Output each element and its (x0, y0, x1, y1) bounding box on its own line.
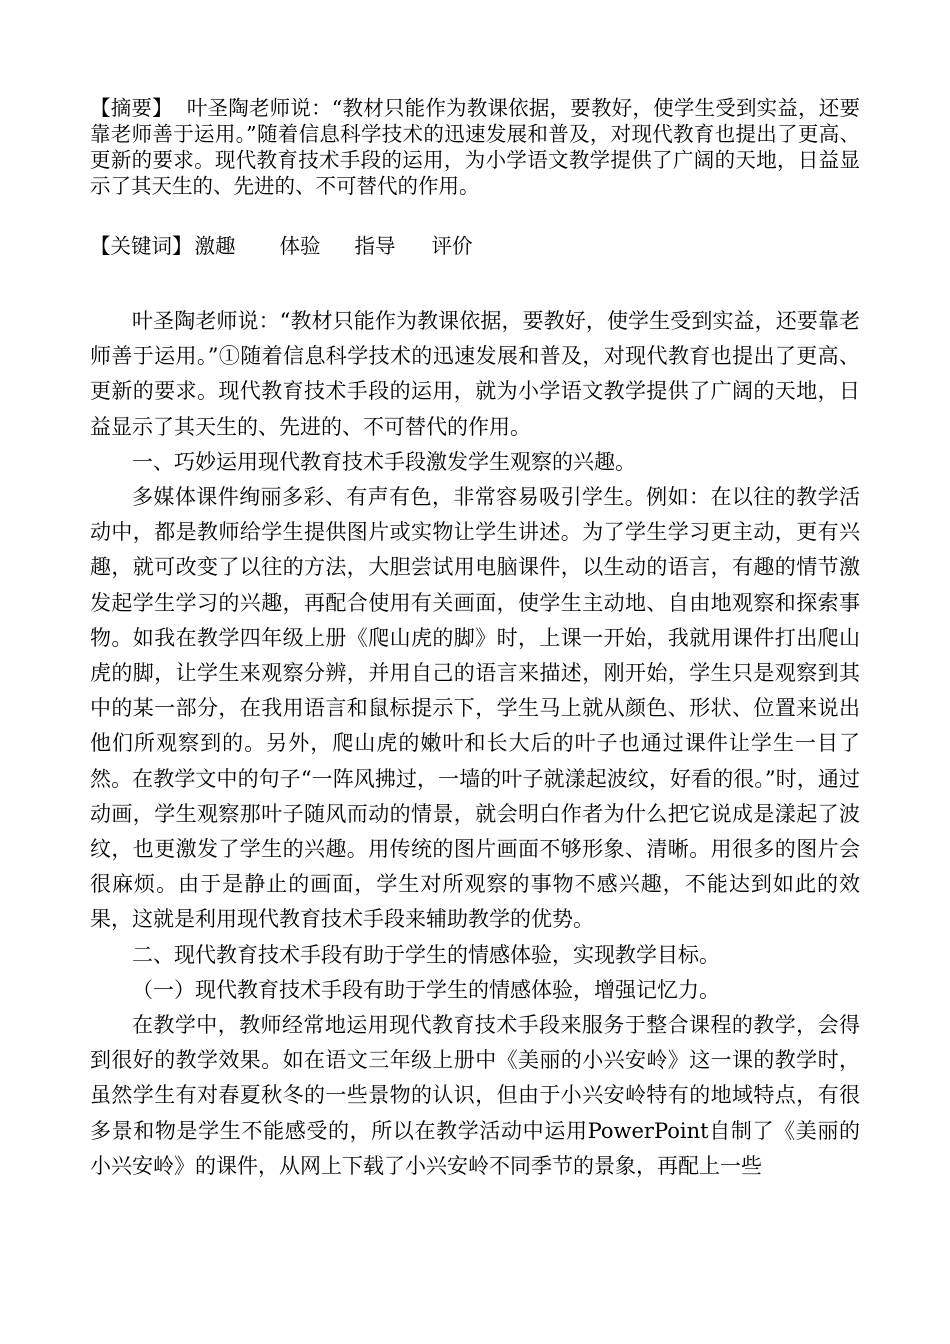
abstract-label: 【摘要】 (90, 96, 173, 120)
keywords-section (90, 232, 860, 260)
body-text (90, 304, 860, 1184)
keyword-item: 指导 (354, 234, 396, 258)
keyword-item: 激趣 (194, 234, 236, 258)
keyword-item: 体验 (279, 234, 321, 258)
abstract-section (90, 95, 860, 199)
section-heading: 一、巧妙运用现代教育技术手段激发学生观察的兴趣。 (132, 449, 636, 474)
subsection-heading: （一）现代教育技术手段有助于学生的情感体验，增强记忆力。 (132, 977, 720, 1002)
body-paragraph: 在教学中，教师经常地运用现代教育技术手段来服务于整合课程的教学，会得到很好的教学效果。如在语文三年级上册中《美丽的小兴安岭》这一课的教学时，虽然学生有对春夏秋冬的一些景物的认识，但由于小兴安岭特有的地域特点，有很多景和物是学生不能感受的，所以在教学活动中运用PowerPoint自制了《美丽的小兴安岭》的课件，从网上下载了小兴安岭不同季节的景象，再配上一些 (90, 1013, 860, 1178)
body-paragraph: 叶圣陶老师说：“教材只能作为教课依据，要教好，使学生受到实益，还要靠老师善于运用。”①随着信息科学技术的迅速发展和普及，对现代教育也提出了更高、更新的要求。现代教育技术手段的运用，就为小学语文教学提供了广阔的天地，日益显示了其天生的、先进的、不可替代的作用。 (90, 309, 860, 439)
keywords-label: 【关键词】 (90, 234, 193, 258)
keyword-item: 评价 (431, 234, 473, 258)
abstract-text: 叶圣陶老师说：“教材只能作为教课依据，要教好，使学生受到实益，还要靠老师善于运用。”随着信息科学技术的迅速发展和普及，对现代教育也提出了更高、更新的要求。现代教育技术手段的运用，为小学语文教学提供了广阔的天地，日益显示了其天生的、先进的、不可替代的作用。 (90, 96, 861, 198)
section-heading: 二、现代教育技术手段有助于学生的情感体验，实现教学目标。 (132, 942, 720, 967)
body-paragraph: 多媒体课件绚丽多彩、有声有色，非常容易吸引学生。例如：在以往的教学活动中，都是教师给学生提供图片或实物让学生讲述。为了学生学习更主动，更有兴趣，就可改变了以往的方法，大胆尝试用电脑课件，以生动的语言，有趣的情节激发起学生学习的兴趣，再配合使用有关画面，使学生主动地、自由地观察和探索事物。如我在教学四年级上册《爬山虎的脚》时，上课一开始，我就用课件打出爬山虎的脚，让学生来观察分辨，并用自己的语言来描述，刚开始，学生只是观察到其中的某一部分，在我用语言和鼠标提示下，学生马上就从颜色、形状、位置来说出他们所观察到的。另外，爬山虎的嫩叶和长大后的叶子也通过课件让学生一目了然。在教学文中的句子“一阵风拂过，一墙的叶子就漾起波纹，好看的很。”时，通过动画，学生观察那叶子随风而动的情景，就会明白作者为什么把它说成是漾起了波纹，也更激发了学生的兴趣。用传统的图片画面不够形象、清晰。用很多的图片会很麻烦。由于是静止的画面，学生对所观察的事物不感兴趣，不能达到如此的效果，这就是利用现代教育技术手段来辅助教学的优势。 (90, 485, 860, 932)
